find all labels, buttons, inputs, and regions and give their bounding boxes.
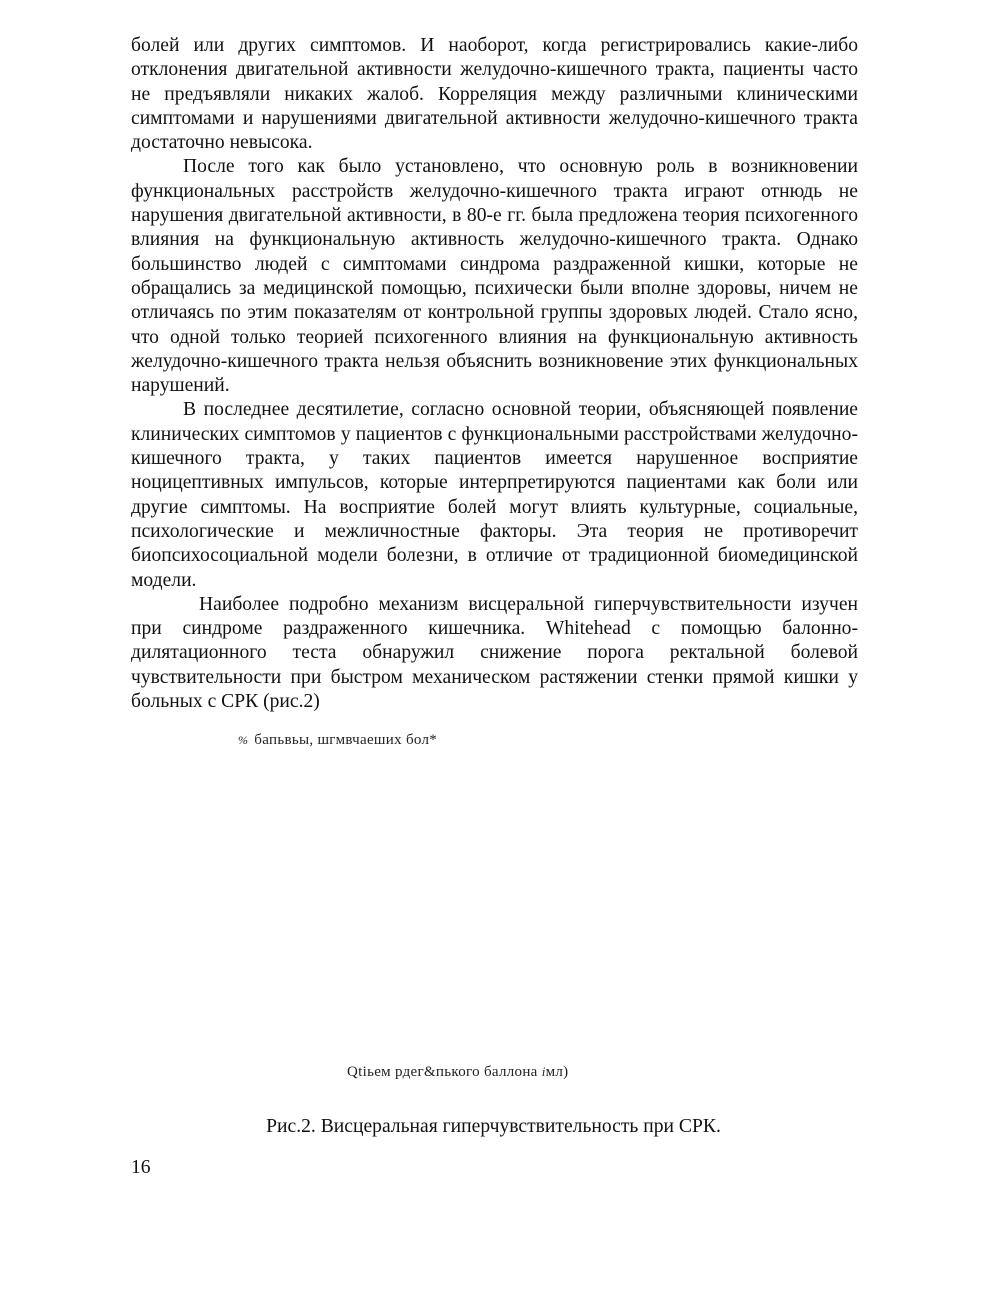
paragraph-3: В последнее десятилетие, согласно основной теории, объясняющей появление клинических симптомов у пациентов с функциональными расстройствами желудочно-кишечного тракта, у таких пациентов имеется нарушенное восприятие ноцицептивных импульсов, которые интерпретируются пациентами как боли или другие симптомы. На восприятие болей могут влиять культурные, социальные, психологические и межличностные факторы. Эта теория не противоречит биопсихосоциальной модели болезни, в отличие от традиционной биомедицинской модели. (131, 399, 858, 591)
percent-symbol: % (238, 733, 249, 747)
paragraph-4: Наиболее подробно механизм висцеральной гиперчувствительности изучен при синдроме раздраженного кишечника. Whitehead с помощью балонно-дилятационного теста обнаружил снижение порога ректальной болевой чувствительности при быстром механическом растяжении стенки прямой кишки у больных с СРК (рис.2) (131, 593, 858, 713)
body-text (131, 34, 858, 714)
figure-x-label-main: Qtiьем рдег&пького баллона (347, 1064, 538, 1080)
figure-caption: Рис.2. Висцеральная гиперчувствительность при СРК. (266, 1116, 721, 1137)
figure-y-label-text: бапьвьы, шгмвчаеших бол* (254, 732, 438, 748)
figure-y-axis-label (238, 732, 437, 749)
figure-blank-area (200, 755, 760, 1055)
figure-x-axis-label (347, 1064, 568, 1081)
figure-x-label-unit: мл) (545, 1064, 569, 1080)
paragraph-1: болей или других симптомов. И наоборот, когда регистрировались какие-либо отклонения двигательной активности желудочно-кишечного тракта, пациенты часто не предъявляли никаких жалоб. Корреляция между различными клиническими симптомами и нарушениями двигательной активности желудочно-кишечного тракта достаточно невысока. (131, 35, 858, 154)
page-number: 16 (131, 1157, 151, 1178)
figure-x-label-italic: i (541, 1064, 546, 1079)
paragraph-2: После того как было установлено, что основную роль в возникновении функциональных расстройств желудочно-кишечного тракта играют отнюдь не нарушения двигательной активности, в 80-е гг. была предложена теория психогенного влияния на функциональную активность желудочно-кишечного тракта. Однако большинство людей с симптомами синдрома раздраженной кишки, которые не обращались за медицинской помощью, психически были вполне здоровы, ничем не отличаясь по этим показателям от контрольной группы здоровых людей. Стало ясно, что одной только теорией психогенного влияния на функциональную активность желудочно-кишечного тракта нельзя объяснить возникновение этих функциональных нарушений. (131, 156, 858, 397)
